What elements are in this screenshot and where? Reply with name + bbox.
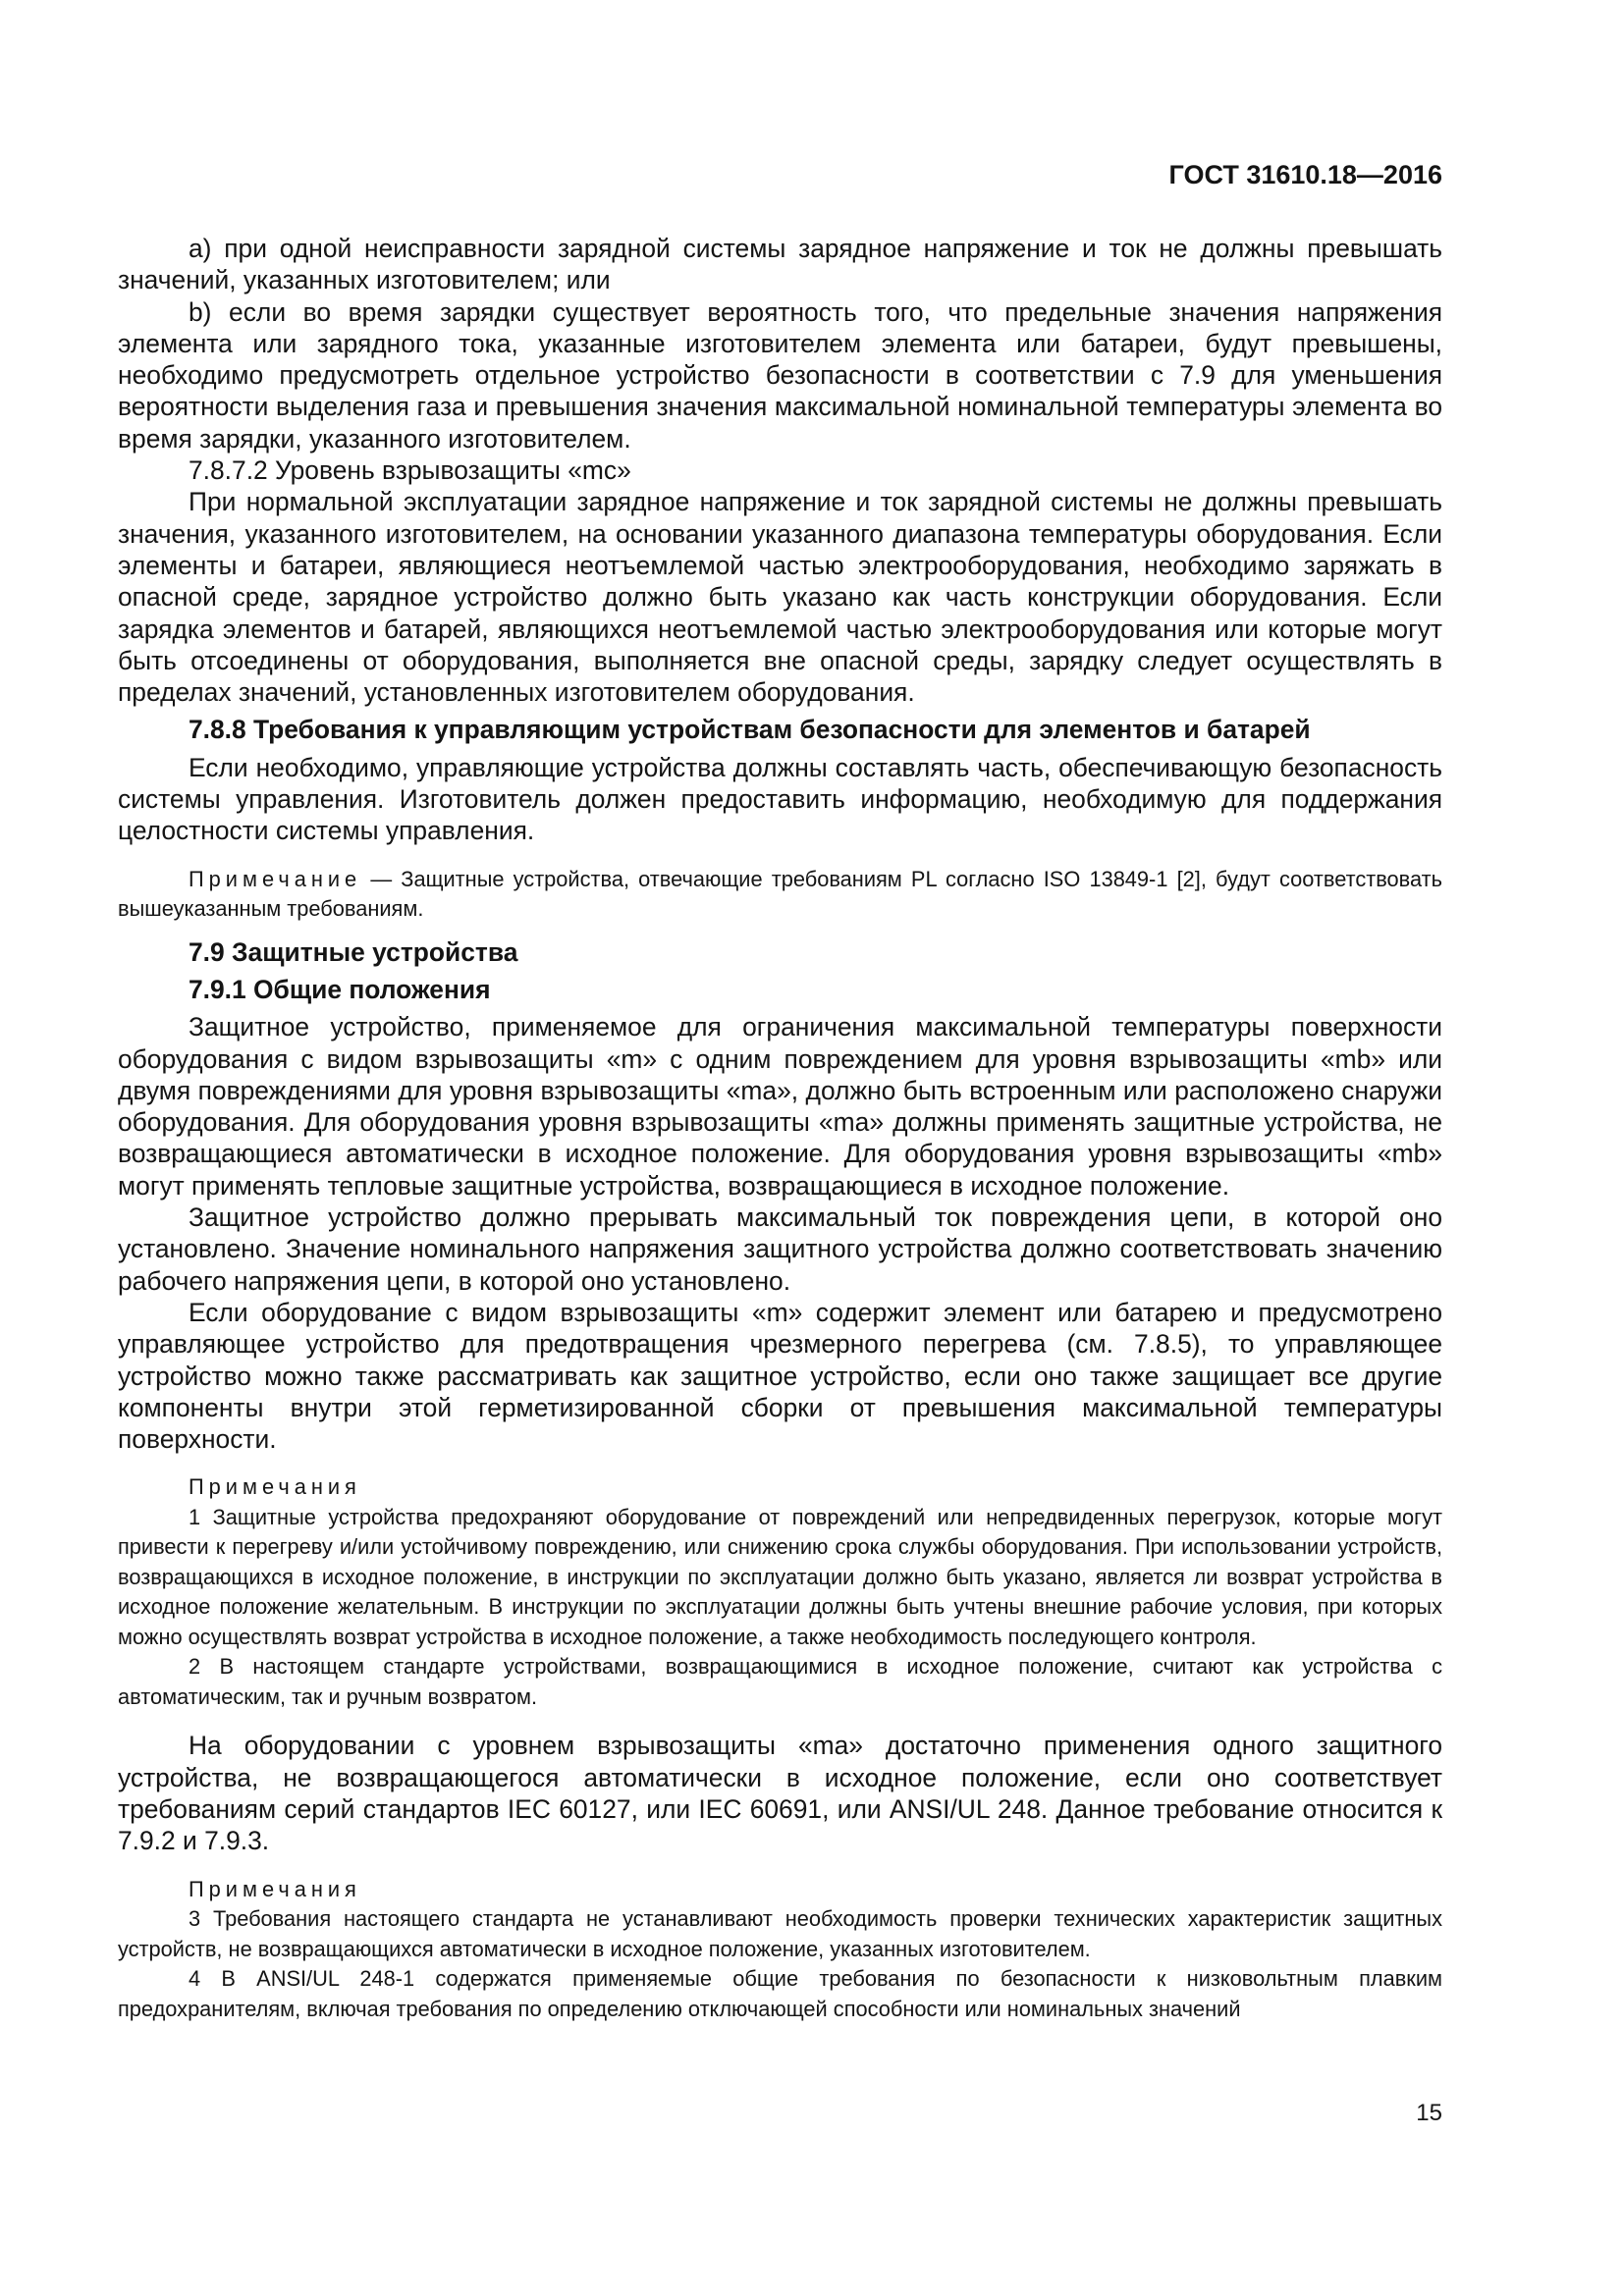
notes-heading-2: Примечания xyxy=(189,1876,361,1901)
paragraph-7-9-1-b: Защитное устройство должно прерывать максимальный ток повреждения цепи, в которой оно установлено. Значение номинального напряжения защитного устройства должно соответствовать значению рабочего напряжения цепи, в которой оно установлено. xyxy=(118,1202,1442,1296)
paragraph-7-9-1-c: Если оборудование с видом взрывозащиты «m» содержит элемент или батарею и предусмотрено управляющее устройство для предотвращения чрезмерного перегрева (см. 7.8.5), то управляющее устройство можно также рассматривать как защитное устройство, если оно также защищает все другие компоненты внутри этой герметизированной сборки от превышения максимальной температуры поверхности. xyxy=(118,1297,1442,1455)
paragraph-b: b) если во время зарядки существует вероятность того, что предельные значения напряжения элемента или зарядного тока, указанные изготовителем элемента или батареи, будут превышены, необходимо предусмотреть отдельное устройство безопасности в соответствии с 7.9 для уменьшения вероятности выделения газа и превышения значения максимальной номинальной температуры элемента во время зарядки, указанного изготовителем. xyxy=(118,296,1442,454)
note-text: — Защитные устройства, отвечающие требованиям PL согласно ISO 13849-1 [2], будут соответствовать вышеуказанным требованиям. xyxy=(118,866,1442,922)
note-label: Примечание xyxy=(189,866,362,891)
paragraph-ma: На оборудовании с уровнем взрывозащиты «ma» достаточно применения одного защитного устройства, не возвращающегося автоматически в исходное положение, если оно соответствует требованиям серий стандартов IEC 60127, или IEC 60691, или ANSI/UL 248. Данное требование относится к 7.9.2 и 7.9.3. xyxy=(118,1731,1442,1856)
paragraph-7-9-1-a: Защитное устройство, применяемое для ограничения максимальной температуры поверхности оборудования с видом взрывозащиты «m» с одним повреждением для уровня взрывозащиты «mb» или двумя повреждениями для уровня взрывозащиты «ma», должно быть встроенным или расположено снаружи оборудования. Для оборудования уровня взрывозащиты «ma» должны применять защитные устройства, не возвращающиеся автоматически в исходное положение. Для оборудования уровня взрывозащиты «mb» могут применять тепловые защитные устройства, возвращающиеся в исходное положение. xyxy=(118,1012,1442,1201)
paragraph-7-8-8: Если необходимо, управляющие устройства должны составлять часть, обеспечивающую безопасность системы управления. Изготовитель должен предоставить информацию, необходимую для поддержания целостности системы управления. xyxy=(118,752,1442,846)
heading-7-9-1: 7.9.1 Общие положения xyxy=(189,974,491,1004)
note-7-8-8 xyxy=(118,865,1442,925)
note-4: 4 В ANSI/UL 248-1 содержатся применяемые общие требования по безопасности к низковольтным плавким предохранителям, включая требования по определению отключающей способности или номинальных значений xyxy=(118,1966,1442,2021)
page-number: 15 xyxy=(1416,2100,1442,2126)
notes-heading: Примечания xyxy=(189,1474,361,1500)
note-1: 1 Защитные устройства предохраняют оборудование от повреждений или непредвиденных перегрузок, которые могут привести к перегреву и/или устойчивому повреждению, или снижению срока службы оборудования. При использовании устройств, возвращающихся в исходное положение, в инструкции по эксплуатации должно быть указано, является ли возврат устройства в исходное положение желательным. В инструкции по эксплуатации должны быть учтены внешние рабочие условия, при которых можно осуществлять возврат устройства в исходное положение, а также необходимость последующего контроля. xyxy=(118,1504,1442,1649)
note-2: 2 В настоящем стандарте устройствами, возвращающимися в исходное положение, считают как устройства с автоматическим, так и ручным возвратом. xyxy=(118,1654,1442,1709)
clause-7-8-7-2: 7.8.7.2 Уровень взрывозащиты «mc» xyxy=(189,455,631,486)
note-3: 3 Требования настоящего стандарта не устанавливают необходимость проверки технических характеристик защитных устройств, не возвращающихся автоматически в исходное положение, указанных изготовителем. xyxy=(118,1906,1442,1961)
paragraph-normal-operation: При нормальной эксплуатации зарядное напряжение и ток зарядной системы не должны превышать значения, указанного изготовителем, на основании указанного диапазона температуры оборудования. Если элементы и батареи, являющиеся неотъемлемой частью электрооборудования, необходимо заряжать в опасной среде, зарядное устройство должно быть указано как часть конструкции оборудования. Если зарядка элементов и батарей, являющихся неотъемлемой частью электрооборудования или которые могут быть отсоединены от оборудования, выполняется вне опасной среды, зарядку следует осуществлять в пределах значений, установленных изготовителем оборудования. xyxy=(118,487,1442,708)
heading-7-8-8: 7.8.8 Требования к управляющим устройствам безопасности для элементов и батарей xyxy=(189,715,1311,745)
paragraph-a: a) при одной неисправности зарядной системы зарядное напряжение и ток не должны превышать значений, указанных изготовителем; или xyxy=(118,234,1442,295)
heading-7-9: 7.9 Защитные устройства xyxy=(189,936,518,967)
document-header: ГОСТ 31610.18—2016 xyxy=(1168,160,1442,189)
page-content xyxy=(118,233,1442,2024)
